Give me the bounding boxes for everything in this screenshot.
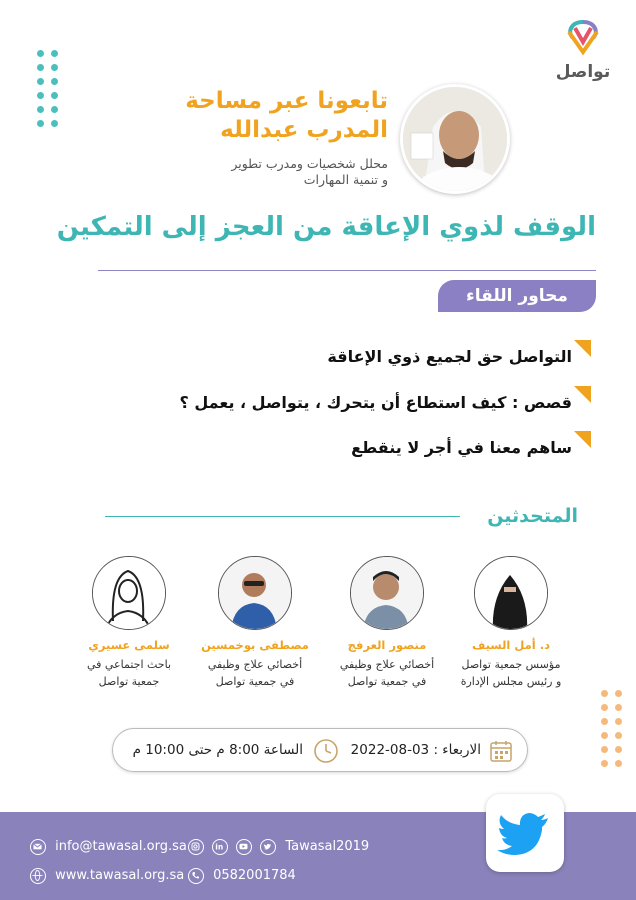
orange-corner-bullet-icon — [574, 431, 591, 448]
event-datetime-box — [112, 728, 528, 772]
speaker-name: مصطفى بوخمسين — [201, 638, 309, 652]
topic-item-2: قصص : كيف استطاع أن يتحرك ، يتواصل ، يعمل ؟ — [179, 393, 572, 412]
speaker-card — [446, 556, 576, 690]
speaker-role: أخصائي علاج وظيفي في جمعية تواصل — [207, 658, 303, 688]
orange-corner-bullet-icon — [574, 386, 591, 403]
speaker-avatar — [218, 556, 292, 630]
instagram-icon[interactable] — [188, 839, 204, 855]
footer-phone-row — [188, 865, 296, 884]
twitter-small-icon[interactable] — [260, 839, 276, 855]
footer-social-handle[interactable]: Tawasal2019 — [285, 839, 370, 854]
footer-website[interactable]: www.tawasal.org.sa — [55, 868, 185, 883]
youtube-icon[interactable] — [236, 839, 252, 855]
trainer-photo — [400, 84, 510, 194]
tawasal-logo-icon — [561, 18, 605, 56]
speaker-role: باحث اجتماعي في جمعية تواصل — [86, 658, 172, 688]
speaker-card — [190, 556, 320, 690]
speaker-avatar — [350, 556, 424, 630]
footer-email[interactable]: info@tawasal.org.sa — [55, 839, 187, 854]
follow-heading — [128, 87, 388, 145]
footer-website-row — [30, 865, 184, 884]
email-icon — [30, 839, 46, 855]
topics-label: محاور اللقاء — [438, 280, 596, 312]
speaker-role: مؤسس جمعية تواصل و رئيس مجلس الإدارة — [460, 658, 562, 688]
page-title: الوقف لذوي الإعاقة من العجز إلى التمكين — [56, 212, 596, 242]
speaker-avatar — [474, 556, 548, 630]
event-date: الاربعاء : 03-08-2022 — [350, 742, 481, 758]
topic-item-1: التواصل حق لجميع ذوي الإعاقة — [327, 347, 572, 366]
speaker-name: منصور العرفج — [347, 638, 427, 652]
logo-text: تواصل — [555, 62, 611, 82]
speaker-name: د. أمل السيف — [472, 638, 550, 652]
follow-line-1: تابعونا عبر مساحة — [185, 88, 388, 114]
linkedin-icon[interactable] — [212, 839, 228, 855]
speaker-card — [64, 556, 194, 690]
speaker-role: أخصائي علاج وظيفي في جمعية تواصل — [339, 658, 435, 688]
title-divider — [98, 270, 596, 271]
phone-icon — [188, 868, 204, 884]
speaker-name: سلمى عسيري — [88, 638, 170, 652]
globe-icon — [30, 868, 46, 884]
trainer-role — [128, 156, 388, 188]
footer-email-row — [30, 836, 187, 855]
twitter-bird-icon — [486, 794, 564, 872]
svg-text:in: in — [215, 842, 224, 852]
orange-dot-grid — [601, 690, 622, 767]
follow-line-2: المدرب عبدالله — [220, 117, 388, 143]
teal-dot-grid — [37, 50, 58, 127]
footer-social-row — [188, 836, 369, 855]
tawasal-logo — [548, 18, 618, 82]
orange-corner-bullet-icon — [574, 340, 591, 357]
speaker-avatar — [92, 556, 166, 630]
topic-item-3: ساهم معنا في أجر لا ينقطع — [351, 438, 572, 457]
footer-phone[interactable]: 0582001784 — [213, 868, 296, 883]
calendar-icon — [489, 739, 513, 763]
role-line-1: محلل شخصيات ومدرب تطوير — [231, 156, 388, 171]
event-time: الساعة 8:00 م حتى 10:00 م — [132, 742, 303, 758]
speaker-card — [322, 556, 452, 690]
speakers-divider — [105, 516, 460, 517]
speakers-heading: المتحدثين — [487, 505, 578, 527]
clock-icon — [313, 738, 339, 764]
twitter-badge[interactable] — [486, 794, 564, 872]
role-line-2: و تنمية المهارات — [303, 172, 388, 187]
